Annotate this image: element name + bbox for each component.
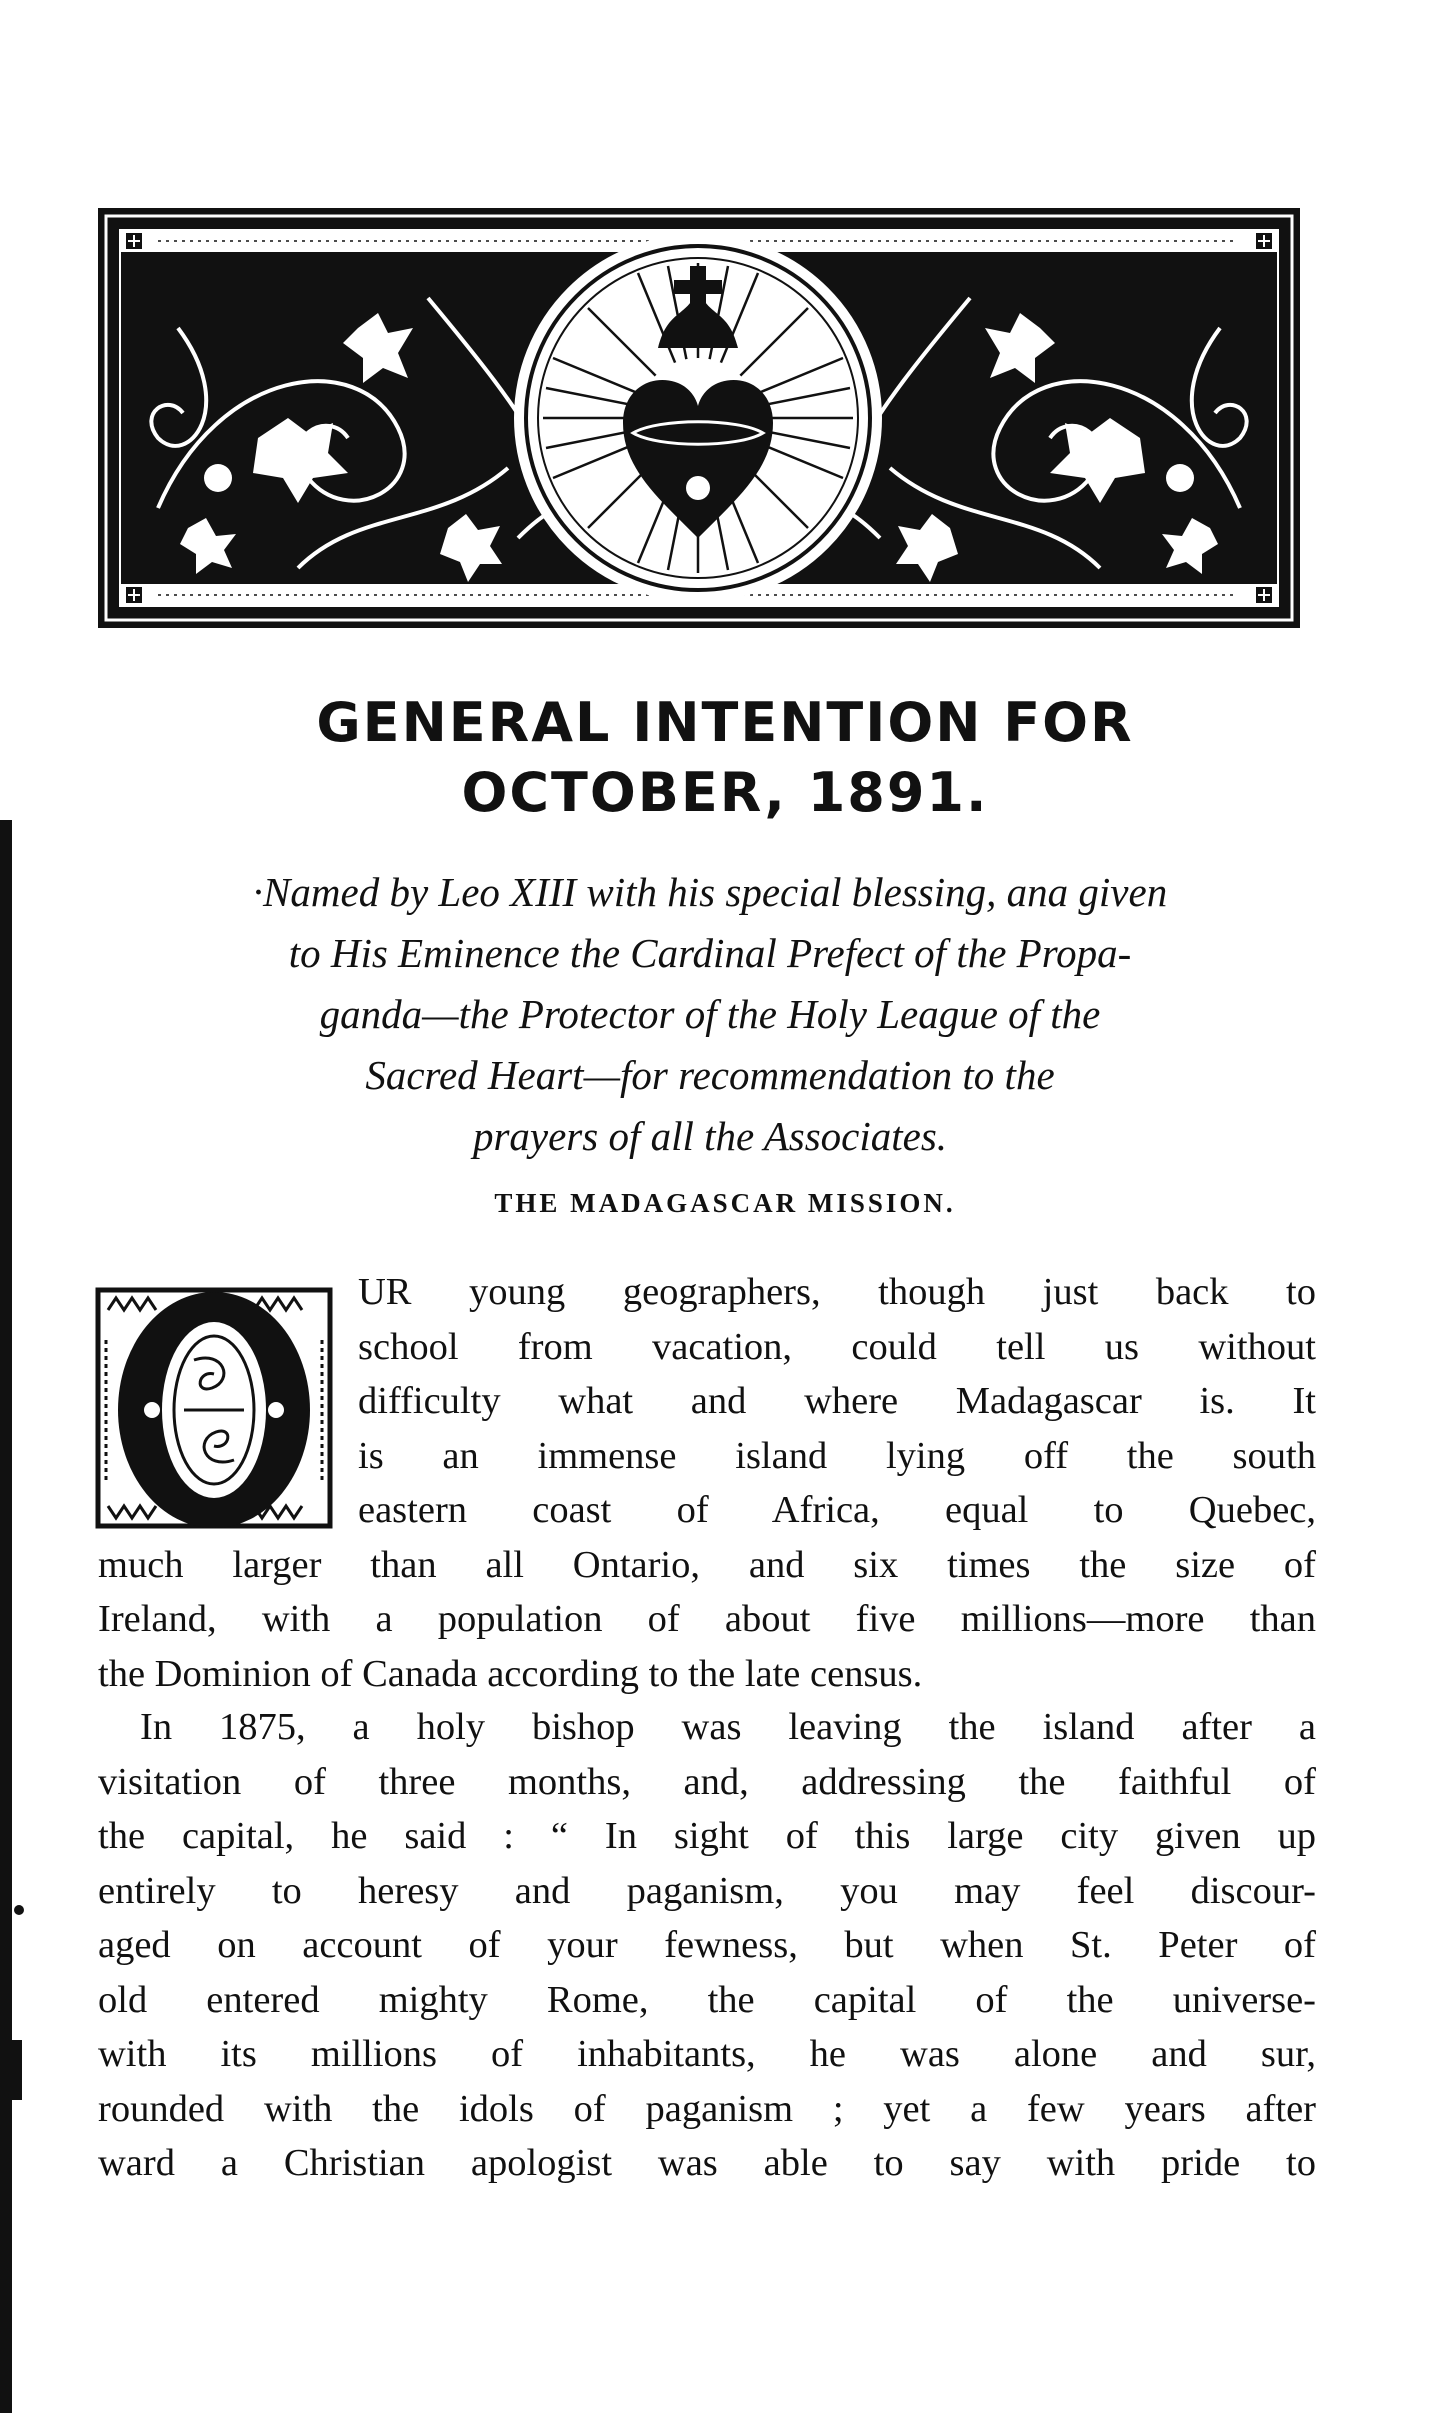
intro-italic-text	[80, 862, 1340, 1167]
page-binding-edge	[0, 820, 12, 2413]
heading-line-1: GENERAL INTENTION FOR	[316, 691, 1134, 754]
section-subheading: THE MADAGASCAR MISSION.	[494, 1188, 956, 1218]
paragraph-line: school from vacation, could tell us without	[358, 1325, 1316, 1368]
paragraph-2	[98, 1700, 1316, 2191]
paragraph-line: much larger than all Ontario, and six times the size of	[98, 1543, 1316, 1586]
dropcap-letter: O	[214, 1470, 215, 1471]
paragraph-1	[98, 1265, 1316, 1701]
paragraph-line: the Dominion of Canada according to the late census.	[98, 1652, 923, 1695]
binding-mark	[12, 2040, 22, 2100]
binding-mark	[14, 1905, 24, 1915]
paragraph-line: aged on account of your fewness, but when St. Peter of	[98, 1924, 1316, 1966]
paragraph-line: UR young geographers, though just back to	[358, 1271, 1316, 1313]
paragraph-line: visitation of three months, and, addressing the faithful of	[98, 1760, 1316, 1803]
paragraph-line: is an immense island lying off the south	[358, 1434, 1316, 1477]
paragraph-line: Ireland, with a population of about five millions—more than	[98, 1598, 1316, 1640]
intro-line: prayers of all the Associates.	[472, 1113, 948, 1159]
paragraph-line: eastern coast of Africa, equal to Quebec,	[358, 1489, 1316, 1531]
paragraph-line: old entered mighty Rome, the capital of the universe-	[98, 1978, 1316, 2021]
intro-line: ·Named by Leo XIII with his special blessing, ana given	[252, 869, 1168, 915]
paragraph-line: entirely to heresy and paganism, you may feel discour-	[98, 1869, 1316, 1912]
paragraph-line: rounded with the idols of paganism ; yet a few years after	[98, 2087, 1316, 2130]
intro-line: Sacred Heart—for recommendation to the	[365, 1052, 1055, 1098]
paragraph-line: with its millions of inhabitants, he was alone and sur,	[98, 2033, 1316, 2075]
paragraph-line: the capital, he said : “ In sight of this large city given up	[98, 1815, 1316, 1857]
intro-line: to His Eminence the Cardinal Prefect of the Propa-	[288, 930, 1132, 976]
paragraph-line: difficulty what and where Madagascar is. It	[358, 1380, 1316, 1422]
sacred-heart-headpiece	[98, 208, 1300, 628]
paragraph-line: ward a Christian apologist was able to say with pride to	[98, 2142, 1316, 2184]
intro-line: ganda—the Protector of the Holy League of the	[319, 991, 1101, 1037]
paragraph-line: In 1875, a holy bishop was leaving the island after a	[140, 1706, 1316, 1748]
heading-line-2: OCTOBER, 1891.	[461, 761, 989, 824]
